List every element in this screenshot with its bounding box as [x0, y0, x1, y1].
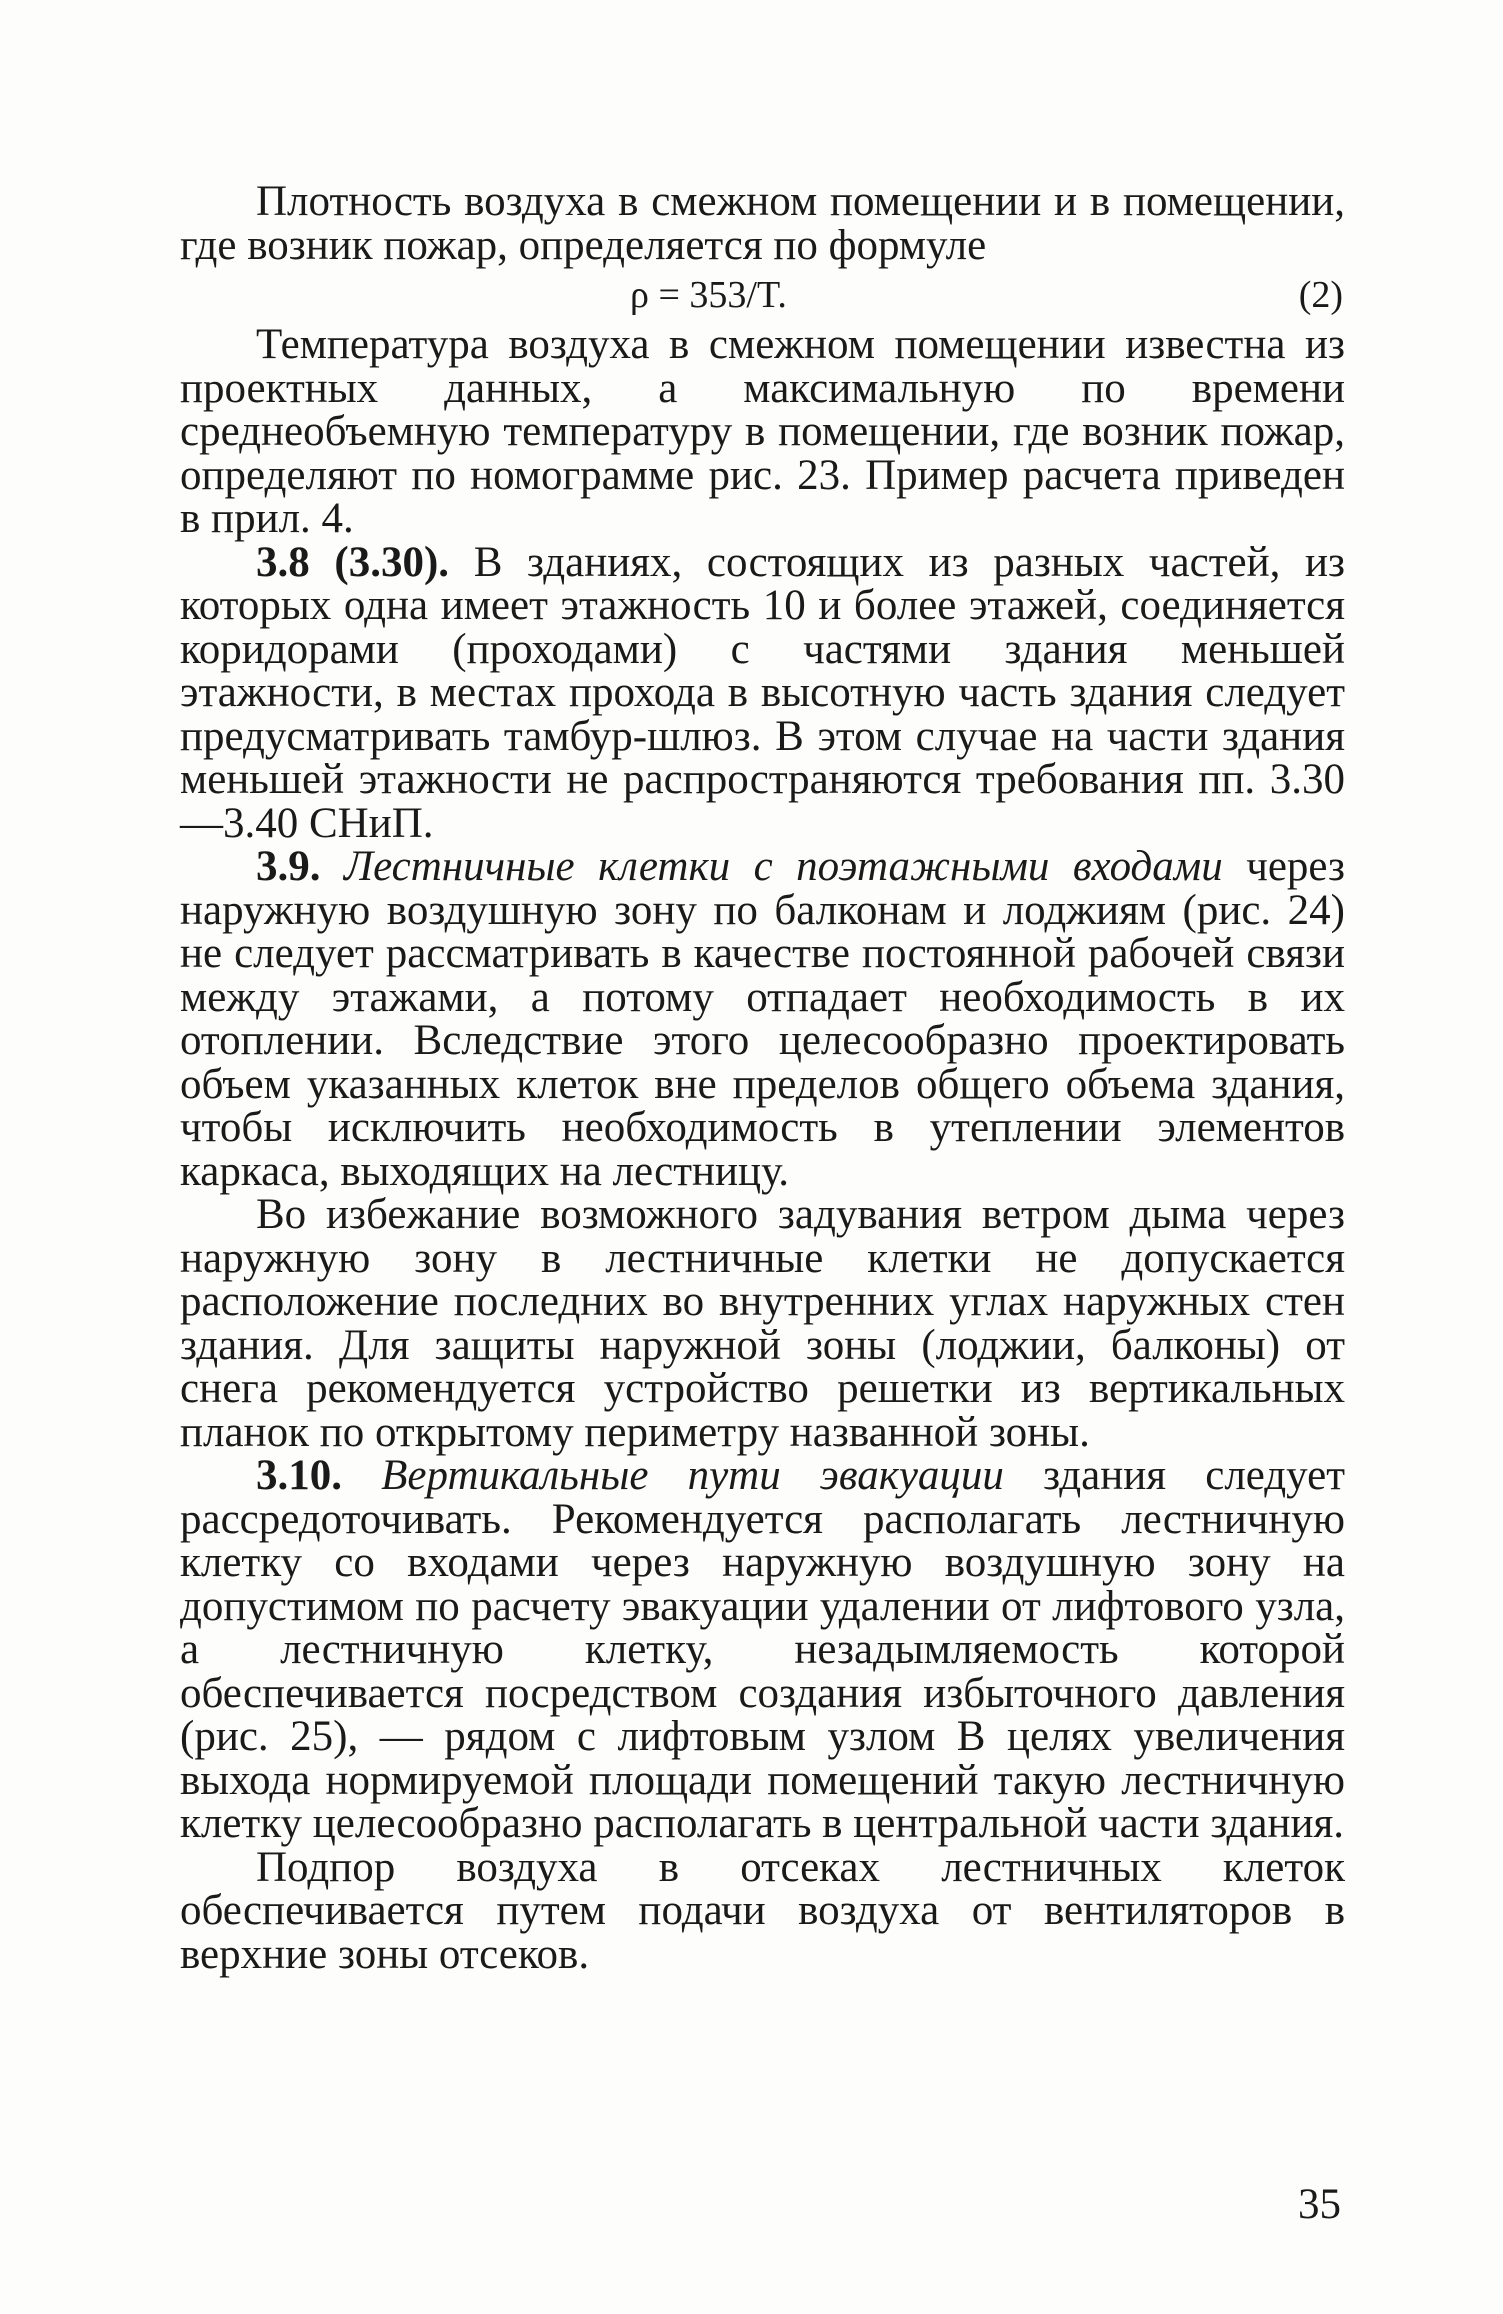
- paragraph-section-3-8: [180, 538, 1345, 847]
- section-number-3-9: 3.9.: [256, 843, 321, 890]
- section-3-9-heading: Лестничные клетки с поэтажными входами: [320, 843, 1223, 890]
- section-3-8-text: В зданиях, состоящих из разных частей, из которых одна имеет этажность 10 и более этажей, соединяется коридорами (проходами) с частями здания меньшей этажности, в местах прохода в высотную часть здания следует предусматривать тамбур-шлюз. В этом случае на части здания меньшей этажности не распространяются требования пп. 3.30—3.40 СНиП.: [180, 538, 1345, 847]
- section-3-10-text: здания следует рассредоточивать. Рекомендуется располагать лестничную клетку со входами через наружную воздушную зону на допустимом по расчету эвакуации удалении от лифтового узла, а лестничную клетку, незадымляемость которой обеспечивается посредством создания избыточного давления (рис. 25), — рядом с лифтовым узлом В целях увеличения выхода нормируемой площади помещений такую лестничную клетку целесообразно располагать в центральной части здания.: [180, 1452, 1345, 1847]
- formula-number: (2): [1298, 274, 1343, 316]
- page-text: [180, 180, 1345, 1976]
- paragraph-section-3-10: [180, 1454, 1345, 1846]
- section-3-10-heading: Вертикальные пути эвакуации: [342, 1452, 1004, 1499]
- section-number-3-10: 3.10.: [256, 1452, 342, 1499]
- paragraph-air-density: Плотность воздуха в смежном помещении и в помещении, где возник пожар, определяется по формуле: [180, 178, 1345, 269]
- section-number-3-8: 3.8 (3.30).: [256, 538, 450, 586]
- page-number: 35: [1298, 2181, 1341, 2228]
- paragraph-air-pressure: Подпор воздуха в отсеках лестничных клеток обеспечивается путем подачи воздуха от вентиляторов в верхние зоны отсеков.: [180, 1843, 1345, 1978]
- paragraph-section-3-9: [180, 845, 1345, 1193]
- formula-line: [180, 267, 1345, 323]
- section-3-9-text: через наружную воздушную зону по балконам и лоджиям (рис. 24) не следует рассматривать в качестве постоянной рабочей связи между этажами, а потому отпадает необходимость в их отоплении. Вследствие этого целесообразно проектировать объем указанных клеток вне пределов общего объема здания, чтобы исключить необходимость в утеплении элементов каркаса, выходящих на лестницу.: [180, 843, 1346, 1195]
- paragraph-wind-protection: Во избежание возможного задувания ветром дыма через наружную зону в лестничные клетки не допускается расположение последних во внутренних углах наружных стен здания. Для защиты наружной зоны (лоджии, балконы) от снега рекомендуется устройство решетки из вертикальных планок по открытому периметру названной зоны.: [180, 1191, 1345, 1456]
- formula-expression: ρ = 353/T.: [630, 274, 787, 316]
- paragraph-temperature: Температура воздуха в смежном помещении известна из проектных данных, а максимальную по времени среднеобъемную температуру в помещении, где возник пожар, определяют по номограмме рис. 23. Пример расчета приведен в прил. 4.: [180, 321, 1345, 542]
